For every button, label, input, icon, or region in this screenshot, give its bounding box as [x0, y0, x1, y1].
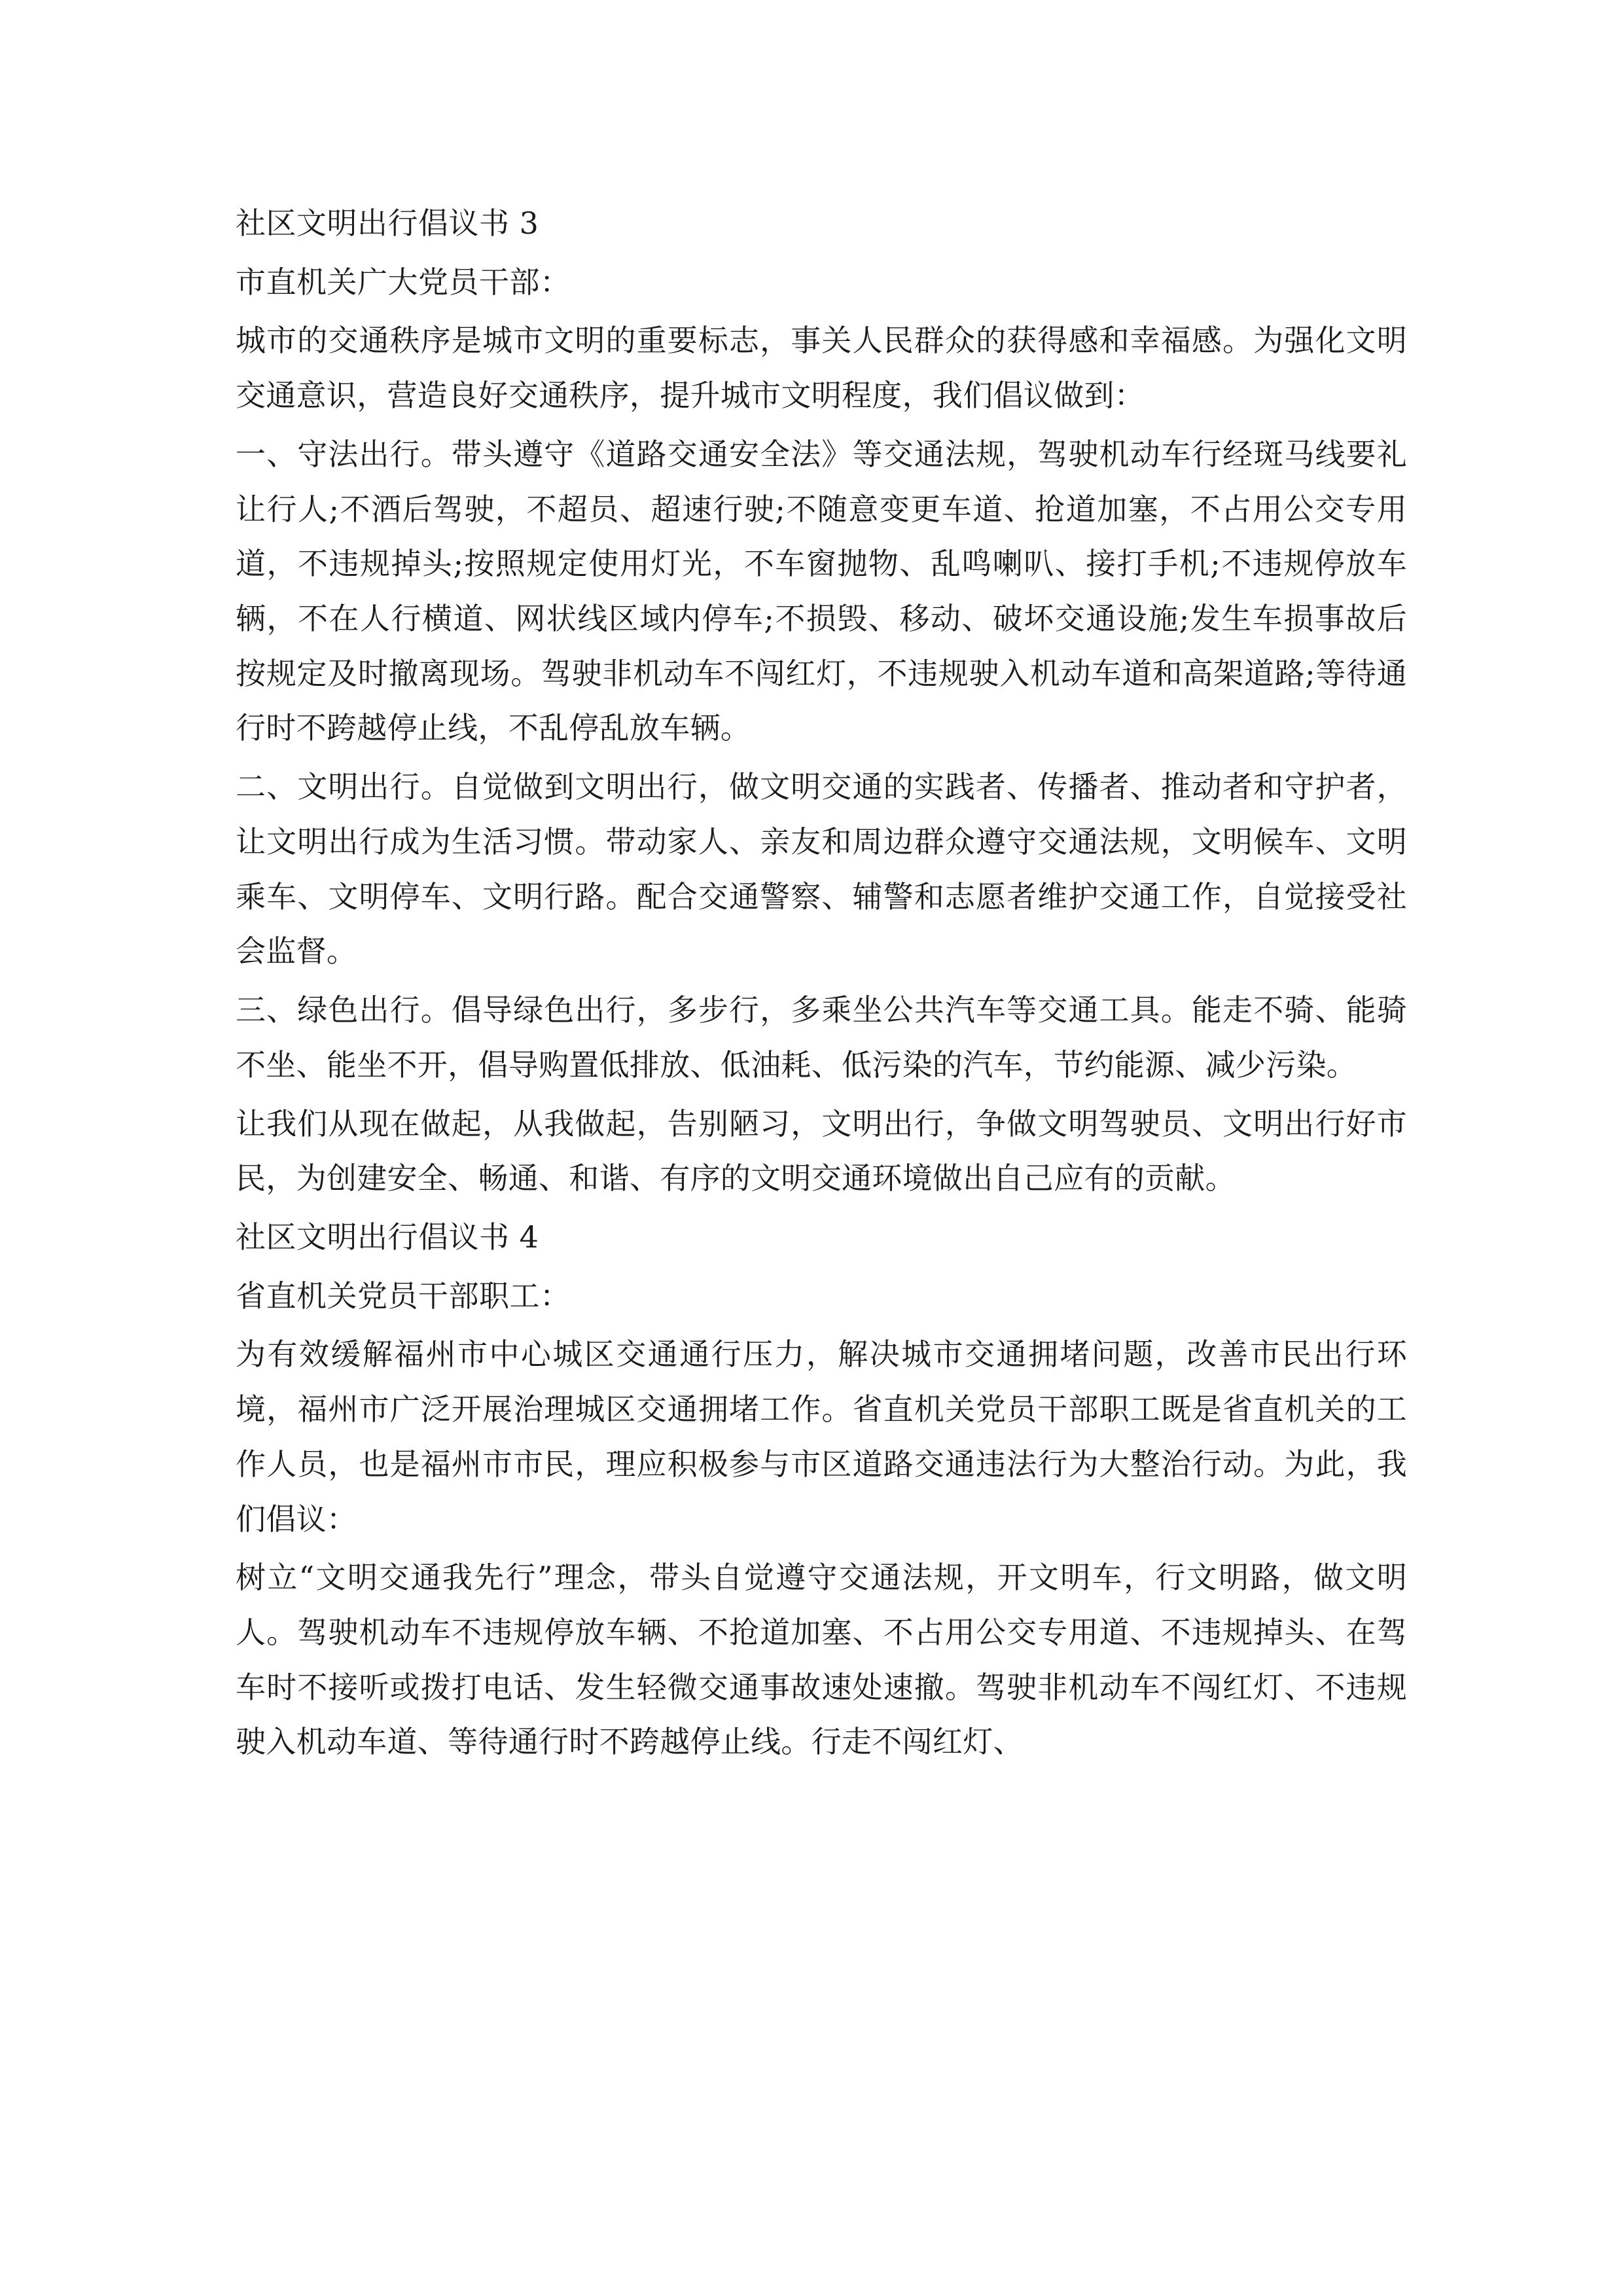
- document-body: [236, 196, 1407, 1770]
- document-section-3: [236, 196, 1407, 1206]
- paragraph: 树立“文明交通我先行”理念，带头自觉遵守交通法规，开文明车，行文明路，做文明人。驾驶机动车不违规停放车辆、不抢道加塞、不占用公交专用道、不违规掉头、在驾车时不接听或拨打电话、发生轻微交通事故速处速撤。驾驶非机动车不闯红灯、不违规驶入机动车道、等待通行时不跨越停止线。行走不闯红灯、: [236, 1560, 1407, 1760]
- section-salutation: 市直机关广大党员干部：: [236, 264, 571, 300]
- section-salutation: 省直机关党员干部职工：: [236, 1278, 571, 1314]
- paragraph: 让我们从现在做起，从我做起，告别陋习，文明出行，争做文明驾驶员、文明出行好市民，为创建安全、畅通、和谐、有序的文明交通环境做出自己应有的贡献。: [236, 1105, 1407, 1196]
- document-section-4: [236, 1210, 1407, 1770]
- paragraph: 二、文明出行。自觉做到文明出行，做文明交通的实践者、传播者、推动者和守护者，让文明出行成为生活习惯。带动家人、亲友和周边群众遵守交通法规，文明候车、文明乘车、文明停车、文明行路。配合交通警察、辅警和志愿者维护交通工作，自觉接受社会监督。: [236, 769, 1407, 969]
- section-heading: 社区文明出行倡议书 4: [236, 1219, 539, 1255]
- section-heading: 社区文明出行倡议书 3: [236, 206, 539, 241]
- paragraph: 为有效缓解福州市中心城区交通通行压力，解决城市交通拥堵问题，改善市民出行环境，福州市广泛开展治理城区交通拥堵工作。省直机关党员干部职工既是省直机关的工作人员，也是福州市市民，理应积极参与市区道路交通违法行为大整治行动。为此，我们倡议：: [236, 1336, 1407, 1537]
- paragraph: 城市的交通秩序是城市文明的重要标志，事关人民群众的获得感和幸福感。为强化文明交通意识，营造良好交通秩序，提升城市文明程度，我们倡议做到：: [236, 323, 1407, 414]
- paragraph: 三、绿色出行。倡导绿色出行，多步行，多乘坐公共汽车等交通工具。能走不骑、能骑不坐、能坐不开，倡导购置低排放、低油耗、低污染的汽车，节约能源、减少污染。: [236, 992, 1407, 1083]
- paragraph: 一、守法出行。带头遵守《道路交通安全法》等交通法规，驾驶机动车行经斑马线要礼让行人;不酒后驾驶，不超员、超速行驶;不随意变更车道、抢道加塞，不占用公交专用道，不违规掉头;按照规定使用灯光，不车窗抛物、乱鸣喇叭、接打手机;不违规停放车辆，不在人行横道、网状线区域内停车;不损毁、移动、破坏交通设施;发生车损事故后按规定及时撤离现场。驾驶非机动车不闯红灯，不违规驶入机动车道和高架道路;等待通行时不跨越停止线，不乱停乱放车辆。: [236, 436, 1407, 746]
